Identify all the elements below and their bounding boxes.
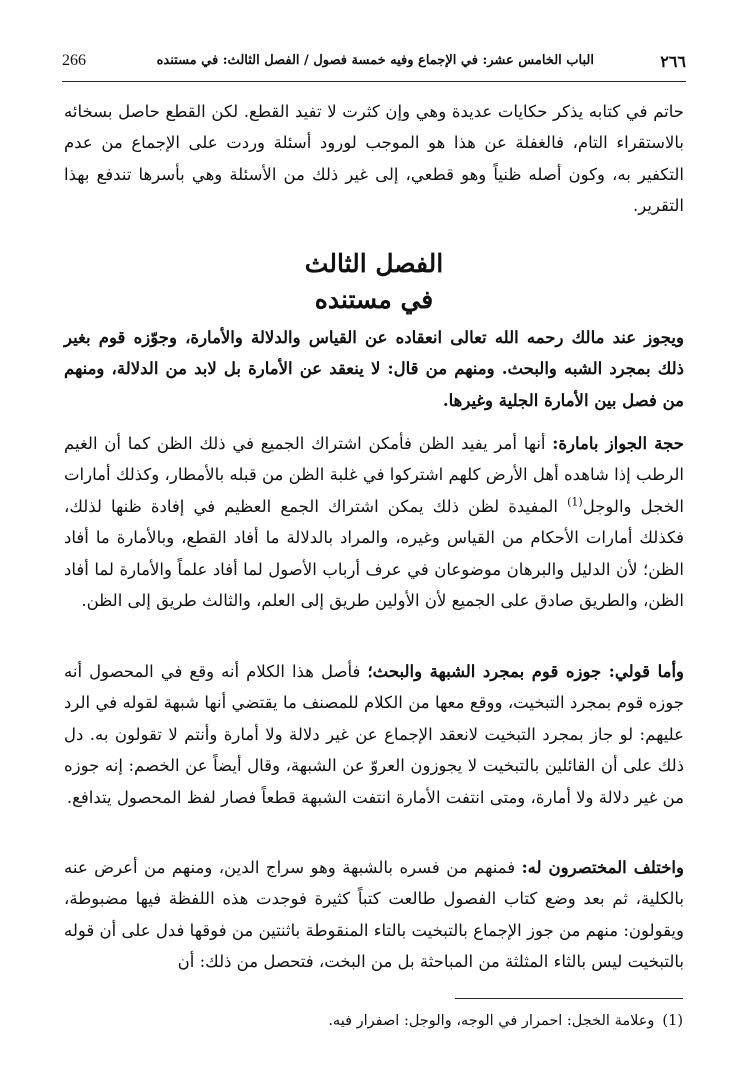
hujja-paragraph [64, 428, 684, 616]
running-head [62, 50, 686, 76]
header-divider [62, 81, 686, 82]
footnote-reference[interactable]: (1) [567, 495, 583, 509]
ikhtalaf-paragraph [64, 852, 684, 978]
ikhtalaf-lead: واختلف المختصرون له: [521, 858, 684, 877]
chapter-subtitle: في مستنده [314, 285, 434, 314]
hujja-lead: حجة الجواز بامارة: [552, 434, 684, 453]
ikhtalaf-text: فمنهم من فسره بالشبهة وهو سراج الدين، ومنهم من أعرض عنه بالكلية، ثم بعد وضع كتاب الفصول طالعت كتباً كثيرة فوجدت هذه اللفظة فيها مضبوطة، ويقولون: منهم من جوز الإجماع بالتبخيت بالتاء المنقوطة باثنتين من فوقها فدل على أن قوله بالتبخيت ليس بالثاء المثلثة من المباحثة بل من البخت، فتحصل من ذلك: أن [64, 858, 684, 972]
footnote-text: وعلامة الخجل: احمرار في الوجه، والوجل: اصفرار فيه. [328, 1013, 655, 1029]
footnote [64, 1009, 683, 1033]
qawli-paragraph [64, 656, 684, 813]
chapter-title: الفصل الثالث [304, 249, 444, 278]
page-number: 266 [62, 52, 86, 69]
intro-text: حاتم في كتابه يذكر حكايات عديدة وهي وإن كثرت لا تفيد القطع. لكن القطع حاصل بسخائه بالاستقراء التام، فالغفلة عن هذا هو الموجب لورود أسئلة وردت على الإجماع من عدم التكفير به، وكون أصله ظنياً وهو قطعي، إلى غير ذلك من الأسئلة وهي بأسرها تندفع بهذا التقرير. [64, 102, 684, 216]
hujja-text-1: أنها أمر يفيد الظن فأمكن اشتراك الجميع في ذلك الظن كما أن الغيم الرطب إذا شاهده أهل الأرض كلهم اشتركوا في غلبة الظن من قبله بالأمطار، وكذلك أمارات الخجل والوجل [64, 434, 684, 516]
footnote-number: (1) [662, 1013, 683, 1029]
page-number-arabic: ٢٦٦ [660, 52, 686, 71]
qawli-quote: جوزه قوم بمجرد الشبهة والبحث؛ [367, 662, 609, 681]
footnote-divider [455, 998, 683, 999]
running-title: الباب الخامس عشر: في الإجماع وفيه خمسة فصول / الفصل الثالث: في مستنده [156, 53, 594, 68]
qawli-text: فأصل هذا الكلام أنه وقع في المحصول أنه جوزه قوم بمجرد التبخيت، ووقع معها من الكلام للمصنف ما يقتضي أنها شبهة لقوله في الرد عليهم: لو جاز بمجرد التبخيت لانعقد الإجماع عن غير دلالة ولا أمارة وأنتم لا تقولون به. دل ذلك على أن القائلين بالتبخيت لا يجوزون العروّ عن الشبهة، وقال أيضاً عن الخصم: إنه جوزه من غير دلالة ولا أمارة، ومتى انتفت الأمارة انتفت الشبهة قطعاً فصار لفظ المحصول يتدافع. [64, 662, 684, 807]
qawli-lead: وأما قولي: [608, 662, 685, 681]
hujja-text-2: المفيدة لظن ذلك يمكن اشتراك الجمع العظيم في إفادة ظنها لذلك، فكذلك أمارات الأحكام من القياس وغيره، والمراد بالدلالة ما أفاد القطع، وبالأمارة ما أفاد الظن؛ لأن الدليل والبرهان موضوعان في عرف أرباب الأصول لما أفاد علماً والأمارة لما أفاد الظن، والطريق صادق على الجميع لأن الأولين طريق إلى العلم، والثالث طريق إلى الظن. [64, 496, 684, 611]
matn-paragraph [64, 322, 684, 416]
intro-paragraph [64, 96, 684, 222]
matn-text: ويجوز عند مالك رحمه الله تعالى انعقاده عن القياس والدلالة والأمارة، وجوّزه قوم بغير ذلك بمجرد الشبه والبحث. ومنهم من قال: لا ينعقد عن الأمارة بل لابد من الدلالة، ومنهم من فصل بين الأمارة الجلية وغيرها. [64, 328, 684, 410]
